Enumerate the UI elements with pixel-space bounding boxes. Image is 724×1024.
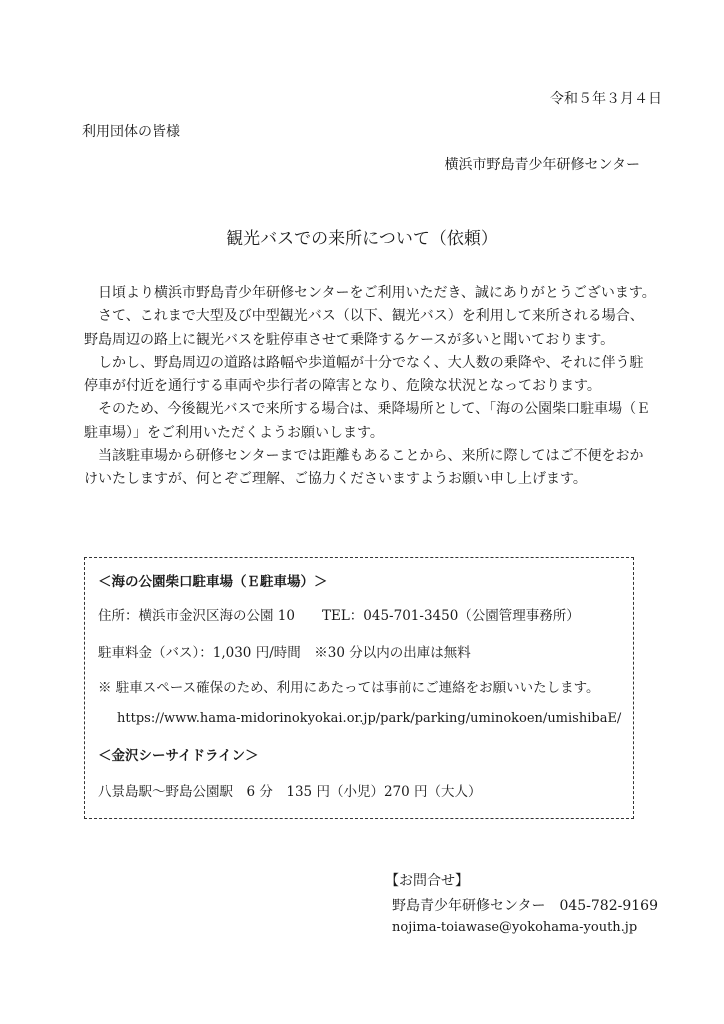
body-line: 当該駐車場から研修センターまでは距離もあることから、来所に際してはご不便をおか	[84, 448, 644, 465]
document-date: 令和５年３月４日	[550, 91, 662, 107]
info-box	[84, 557, 634, 819]
parking-fee: 駐車料金（バス）：1,030 円/時間 ※30 分以内の出庫は無料	[98, 645, 471, 661]
recipient: 利用団体の皆様	[82, 124, 180, 140]
document-title: 観光バスでの来所について（依頼）	[226, 229, 498, 249]
body-line: 駐車場）」をご利用いただくようお願いします。	[84, 424, 384, 441]
contact-email[interactable]: nojima-toiawase@yokohama-youth.jp	[392, 920, 638, 935]
parking-address: 住所：横浜市金沢区海の公園 10 TEL：045-701-3450（公園管理事務所）	[98, 608, 580, 624]
sender: 横浜市野島青少年研修センター	[444, 157, 640, 173]
body-line: さて、これまで大型及び中型観光バス（以下、観光バス）を利用して来所される場合、	[84, 308, 644, 325]
parking-note: ※ 駐車スペース確保のため、利用にあたっては事前にご連絡をお願いいたします。	[98, 680, 600, 696]
contact-name-phone: 野島青少年研修センター 045-782-9169	[392, 898, 658, 914]
body-line: 野島周辺の路上に観光バスを駐停車させて乗降するケースが多いと聞いております。	[84, 331, 615, 348]
body-text	[84, 282, 654, 492]
parking-heading: ＜海の公園柴口駐車場（Ｅ駐車場）＞	[98, 574, 328, 590]
body-line: そのため、今後観光バスで来所する場合は、乗降場所として、「海の公園柴口駐車場（Ｅ	[84, 401, 651, 418]
body-line: 日頃より横浜市野島青少年研修センターをご利用いただき、誠にありがとうございます。	[84, 285, 656, 301]
body-line: けいたしますが、何とぞご理解、ご協力くださいますようお願い申し上げます。	[84, 471, 587, 488]
body-line: しかし、野島周辺の道路は路幅や歩道幅が十分でなく、大人数の乗降や、それに伴う駐	[84, 354, 644, 371]
contact-heading: 【お問合せ】	[385, 873, 469, 889]
parking-url[interactable]: https://www.hama-midorinokyokai.or.jp/park/parking/uminokoen/umishibaE/	[117, 711, 622, 726]
seaside-line-heading: ＜金沢シーサイドライン＞	[98, 748, 259, 764]
seaside-line-fare: 八景島駅～野島公園駅 6 分 135 円（小児）270 円（大人）	[98, 784, 482, 800]
body-line: 停車が付近を通行する車両や歩行者の障害となり、危険な状況となっております。	[84, 378, 601, 395]
